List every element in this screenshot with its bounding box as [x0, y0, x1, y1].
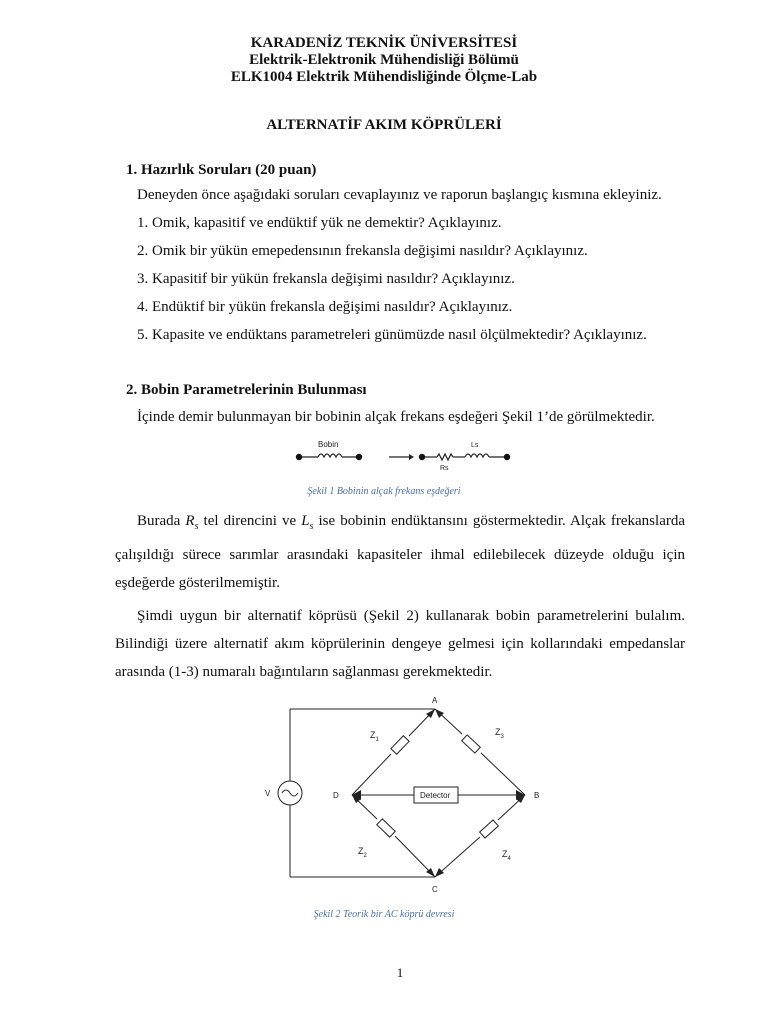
paragraph-coil-description: Burada $R_s$ tel direncini ve $L_s$ ise bobinin endüktansını göstermektedir. Alçak frekanslarda çalışıldığı sürece sarımlar arasındaki kapasiteler ihmal edilebilecek düzeyde olduğu için eşdeğerde gösterilmemiştir. — [115, 513, 685, 591]
coil-label: Bobin — [318, 440, 339, 449]
paragraph-bridge-description: Şimdi uygun bir alternatif köprüsü (Şekil 2) kullanarak bobin parametrelerini bulalım. Bilindiği üzere alternatif akım köprülerinin dengeye gelmesi için kollarındaki empedanslar arasında (1-3) numaralı bağıntıların sağlanması gerekmektedir. — [115, 608, 685, 680]
rs-label: Rs — [440, 465, 449, 472]
z2-resistor-symbol — [377, 819, 396, 837]
section2-intro: İçinde demir bulunmayan bir bobinin alçak frekans eşdeğeri Şekil 1’de görülmektedir. — [137, 409, 655, 425]
section2-heading: 2. Bobin Parametrelerinin Bulunması — [126, 382, 367, 398]
inductor-ls-symbol — [465, 454, 489, 457]
document-title: ALTERNATİF AKIM KÖPRÜLERİ — [266, 117, 502, 133]
detector-label: Detector — [420, 791, 451, 800]
node-d-label: D — [333, 791, 339, 800]
z1-label: $Z_1$ — [370, 730, 379, 743]
question-2: 2. Omik bir yükün emepedensının frekansla değişimi nasıldır? Açıklayınız. — [137, 243, 588, 259]
z2-label: $Z_2$ — [358, 846, 367, 859]
z3-label: $Z_3$ — [495, 727, 504, 740]
node-a-label: A — [432, 696, 438, 705]
course-name: ELK1004 Elektrik Mühendisliğinde Ölçme-Lab — [230, 69, 538, 85]
arrow-right-icon — [409, 454, 414, 460]
z1-resistor-symbol — [391, 736, 409, 755]
question-4: 4. Endüktif bir yükün frekansla değişimi nasıldır? Açıklayınız. — [137, 299, 513, 315]
z4-resistor-symbol — [480, 820, 499, 838]
question-3: 3. Kapasitif bir yükün frekansla değişimi nasıldır? Açıklayınız. — [137, 271, 515, 287]
coil-inductor-symbol — [318, 454, 342, 457]
z3-resistor-symbol — [462, 735, 481, 753]
source-label: V — [265, 789, 271, 798]
node-b-label: B — [534, 791, 540, 800]
z4-label: $Z_4$ — [502, 849, 511, 862]
question-5: 5. Kapasite ve endüktans parametreleri günümüzde nasıl ölçülmektedir? Açıklayınız. — [137, 327, 647, 343]
node-c-label: C — [432, 885, 438, 894]
page-number: 1 — [396, 965, 404, 980]
coil-equivalent-figure — [285, 436, 515, 476]
department-name: Elektrik-Elektronik Mühendisliği Bölümü — [249, 52, 519, 68]
resistor-rs-symbol — [437, 454, 453, 460]
university-name: KARADENİZ TEKNİK ÜNİVERSİTESİ — [250, 35, 518, 51]
question-1: 1. Omik, kapasitif ve endüktif yük ne demektir? Açıklayınız. — [137, 215, 502, 231]
ls-label: Ls — [471, 442, 479, 449]
ac-bridge-figure — [255, 692, 555, 902]
section1-heading: 1. Hazırlık Soruları (20 puan) — [126, 162, 317, 178]
figure1-caption: Şekil 1 Bobinin alçak frekans eşdeğeri — [307, 486, 461, 497]
section1-intro: Deneyden önce aşağıdaki soruları cevaplayınız ve raporun başlangıç kısmına ekleyiniz. — [137, 187, 662, 203]
figure2-caption: Şekil 2 Teorik bir AC köprü devresi — [313, 909, 455, 920]
